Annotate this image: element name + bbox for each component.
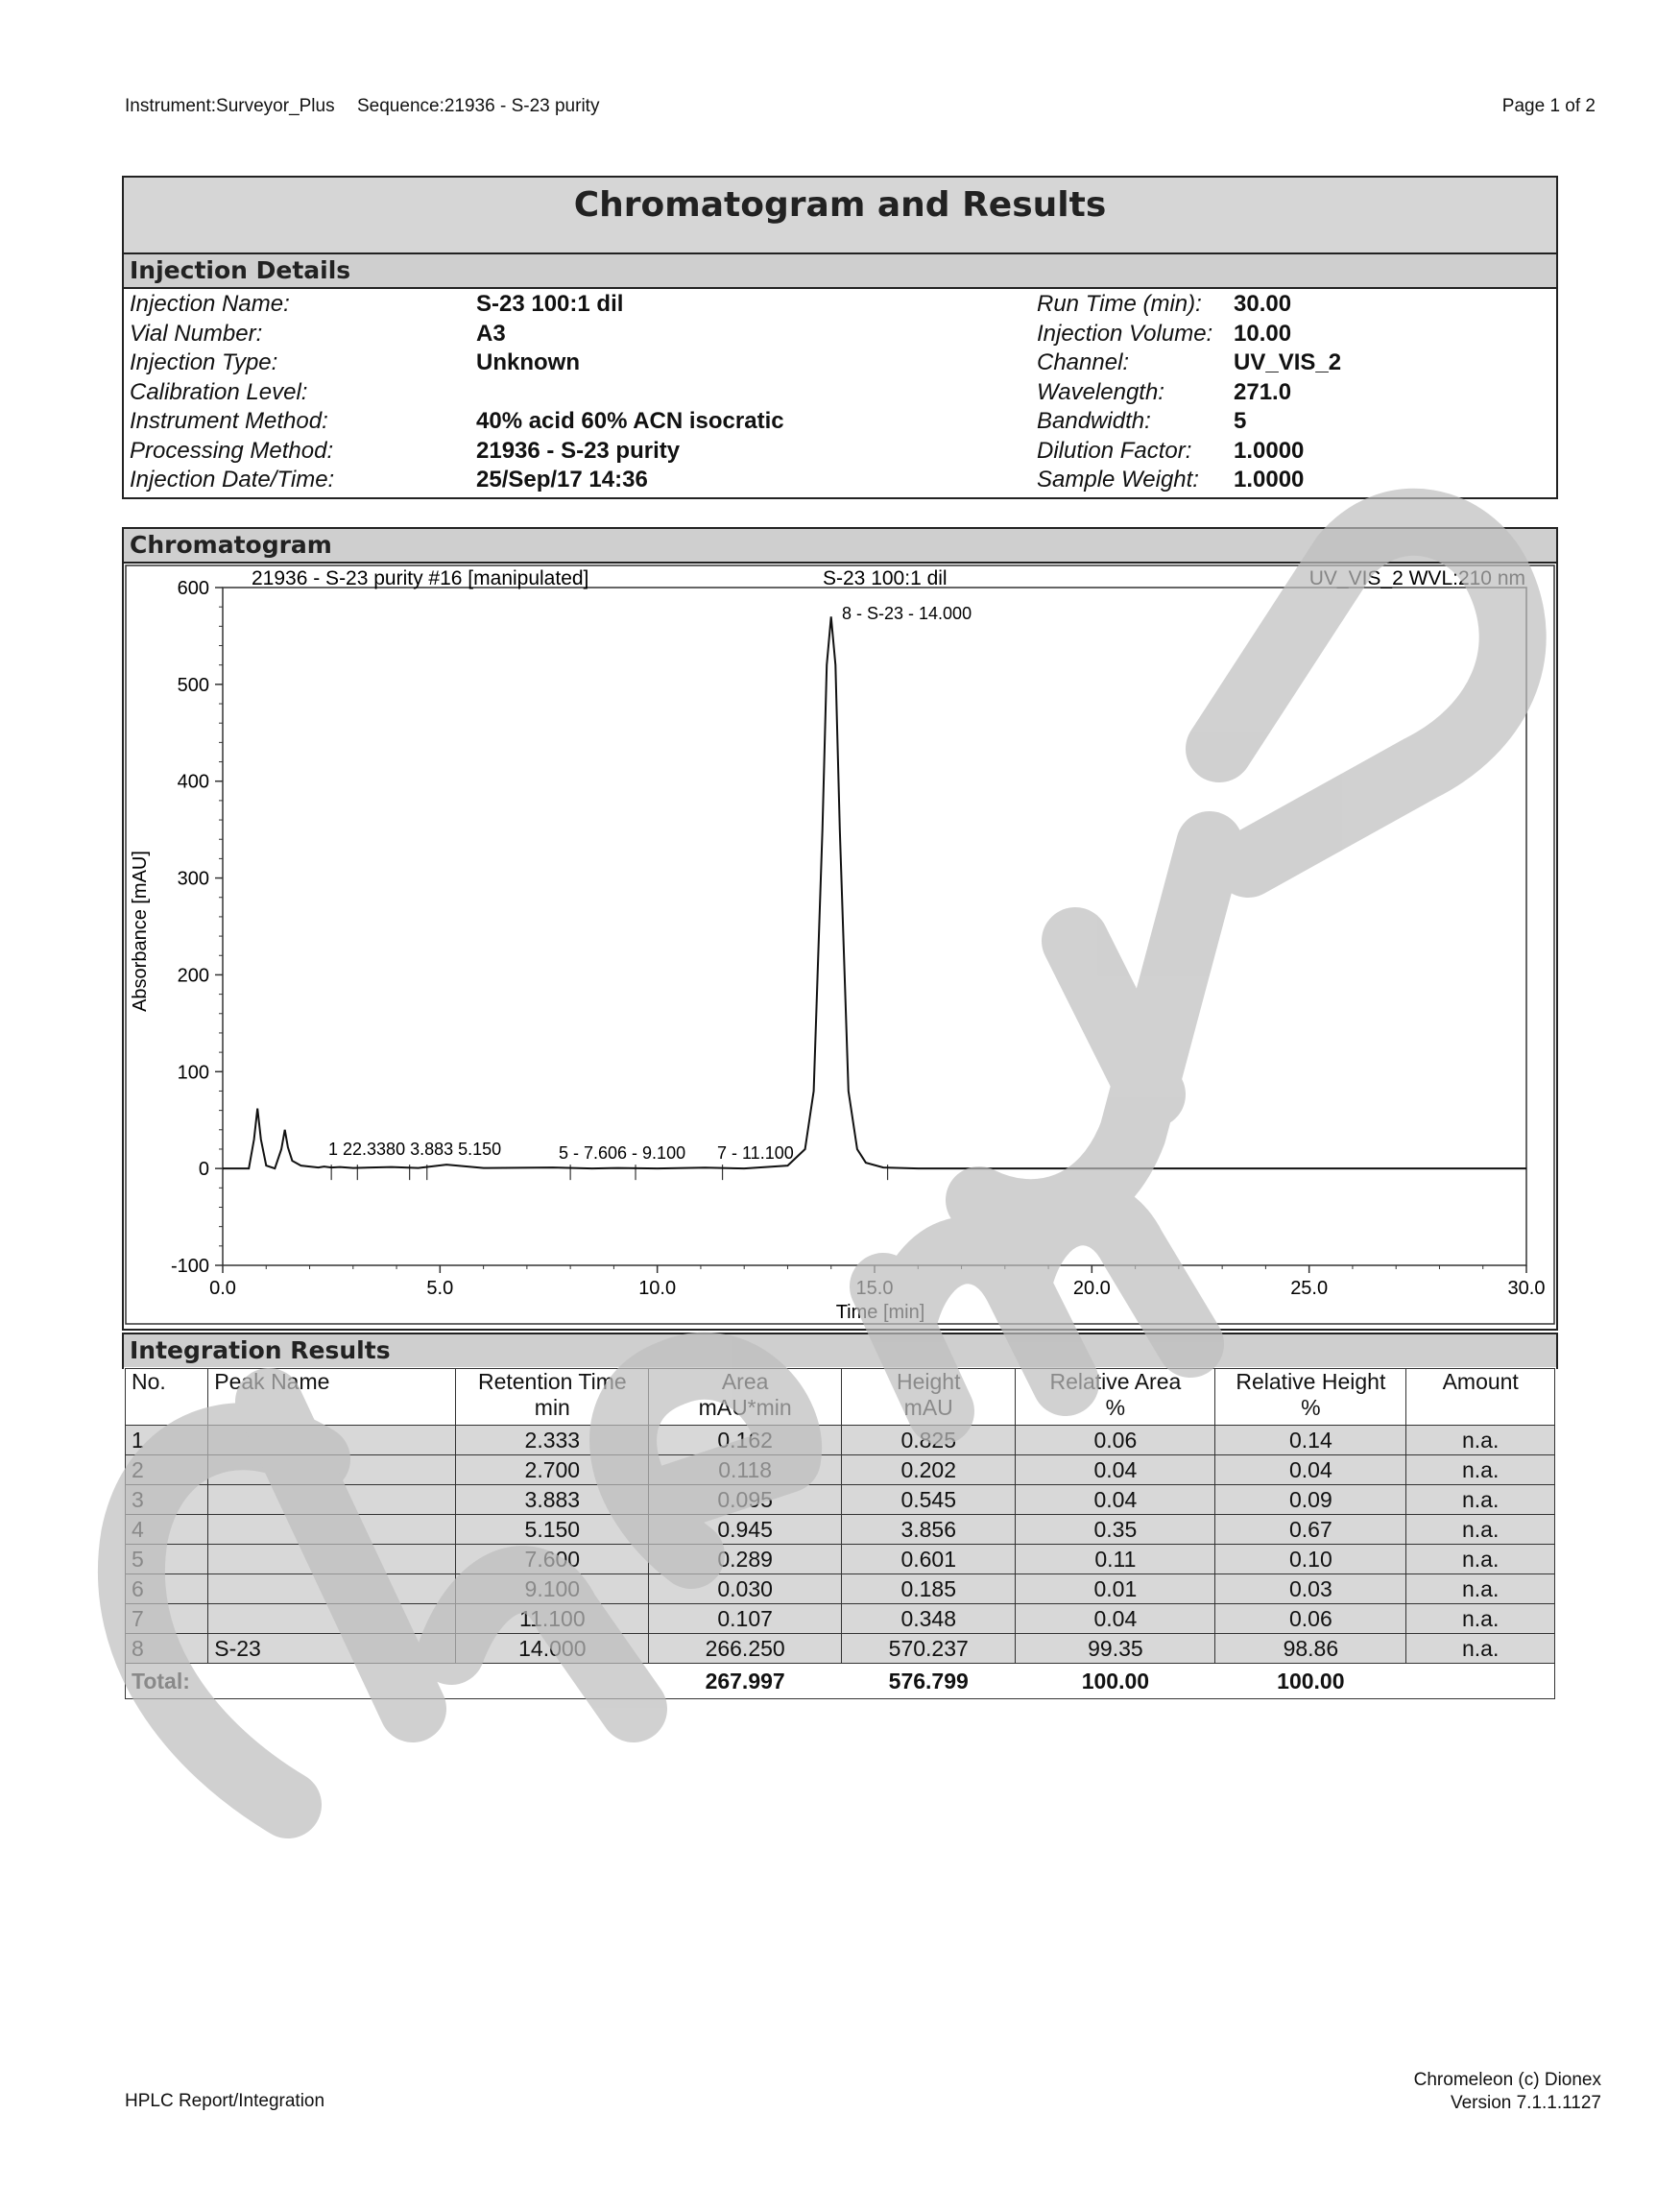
table-cell: 1 <box>126 1426 208 1455</box>
injection-field-label: Injection Name: <box>130 291 290 317</box>
table-cell: 0.10 <box>1215 1545 1406 1574</box>
report-title: Chromatogram and Results <box>573 185 1107 225</box>
table-row <box>126 1574 1555 1604</box>
table-cell: 9.100 <box>456 1574 649 1604</box>
y-tick-label: 200 <box>177 965 209 987</box>
table-cell: n.a. <box>1406 1634 1555 1664</box>
table-cell: 0.04 <box>1016 1485 1215 1515</box>
injection-field-label: Injection Volume: <box>1037 320 1213 347</box>
page-number: Page 1 of 2 <box>1501 96 1596 116</box>
table-cell: 2.333 <box>456 1426 649 1455</box>
injection-field-value: 271.0 <box>1234 378 1292 405</box>
injection-field-value: 5 <box>1234 408 1247 434</box>
injection-field-value: 25/Sep/17 14:36 <box>476 467 648 492</box>
table-cell <box>208 1545 456 1574</box>
chromatogram-trace <box>223 616 1526 1168</box>
table-row <box>126 1515 1555 1545</box>
table-cell: 0.289 <box>649 1545 842 1574</box>
table-cell <box>208 1515 456 1545</box>
column-header-unit: mAU*min <box>698 1395 792 1420</box>
sample-title: S-23 100:1 dil <box>823 567 948 589</box>
table-cell: 0.348 <box>842 1604 1016 1634</box>
injection-field-label: Dilution Factor: <box>1037 437 1192 464</box>
table-cell: 4 <box>126 1515 208 1545</box>
y-tick-label: 100 <box>177 1062 209 1084</box>
table-cell: n.a. <box>1406 1485 1555 1515</box>
injection-field-label: Run Time (min): <box>1037 291 1202 317</box>
column-header <box>208 1369 456 1426</box>
table-cell: n.a. <box>1406 1574 1555 1604</box>
injection-details-title: Injection Details <box>124 254 1556 289</box>
y-tick-label: 300 <box>177 868 209 890</box>
table-cell: 0.095 <box>649 1485 842 1515</box>
table-cell: n.a. <box>1406 1604 1555 1634</box>
table-row <box>126 1634 1555 1664</box>
injection-field-label: Sample Weight: <box>1037 467 1199 492</box>
table-cell <box>208 1604 456 1634</box>
injection-field-label: Wavelength: <box>1037 378 1164 405</box>
column-header-label: Retention Time <box>477 1369 627 1394</box>
total-cell <box>208 1664 456 1699</box>
injection-field-value: S-23 100:1 dil <box>476 291 624 317</box>
injection-field-label: Vial Number: <box>130 320 263 347</box>
small-peak-labels-c: 7 - 11.100 <box>717 1143 794 1163</box>
total-cell <box>1406 1664 1555 1699</box>
table-cell: 3 <box>126 1485 208 1515</box>
column-header-unit: mAU <box>903 1395 953 1420</box>
table-row <box>126 1485 1555 1515</box>
main-peak-label: 8 - S-23 - 14.000 <box>842 604 972 623</box>
table-cell: n.a. <box>1406 1515 1555 1545</box>
injection-field-value: 1.0000 <box>1234 437 1305 464</box>
y-tick-label: 400 <box>177 771 209 793</box>
column-header-unit: min <box>534 1395 570 1420</box>
footer-right-2: Version 7.1.1.1127 <box>1450 2093 1601 2113</box>
table-cell: 8 <box>126 1634 208 1664</box>
table-cell: 0.202 <box>842 1455 1016 1485</box>
injection-field-label: Bandwidth: <box>1037 408 1151 434</box>
total-row <box>126 1664 1555 1699</box>
instrument-label: Instrument:Surveyor_Plus <box>125 96 335 116</box>
injection-field-value: 30.00 <box>1234 291 1292 317</box>
x-tick-label: 5.0 <box>426 1278 454 1299</box>
table-cell: 2 <box>126 1455 208 1485</box>
y-axis-label: Absorbance [mAU] <box>130 851 151 1012</box>
x-tick-label: 30.0 <box>1507 1278 1546 1299</box>
total-cell: 576.799 <box>842 1664 1016 1699</box>
table-cell: 0.04 <box>1215 1455 1406 1485</box>
injection-field-label: Instrument Method: <box>130 408 328 434</box>
y-tick-label: 0 <box>198 1159 209 1181</box>
table-cell: 3.856 <box>842 1515 1016 1545</box>
total-cell: Total: <box>126 1664 208 1699</box>
injection-field-value: 21936 - S-23 purity <box>476 437 681 464</box>
table-cell: S-23 <box>208 1634 456 1664</box>
column-header-label: Peak Name <box>214 1369 330 1394</box>
table-cell: 14.000 <box>456 1634 649 1664</box>
total-cell: 267.997 <box>649 1664 842 1699</box>
injection-field-value: Unknown <box>476 349 580 375</box>
x-axis-label: Time [min] <box>835 1302 925 1323</box>
injection-field-label: Injection Date/Time: <box>130 467 335 492</box>
table-row <box>126 1455 1555 1485</box>
injection-field-value: 40% acid 60% ACN isocratic <box>476 408 784 434</box>
channel-title: UV_VIS_2 WVL:210 nm <box>1308 567 1525 589</box>
column-header-label: Relative Height <box>1236 1369 1386 1394</box>
table-cell: 98.86 <box>1215 1634 1406 1664</box>
total-cell: 100.00 <box>1215 1664 1406 1699</box>
y-tick-label: 600 <box>177 578 209 599</box>
injection-field-label: Calibration Level: <box>130 378 308 405</box>
table-cell: 0.04 <box>1016 1455 1215 1485</box>
x-tick-label: 15.0 <box>855 1278 894 1299</box>
x-tick-label: 20.0 <box>1072 1278 1111 1299</box>
injection-field-value: A3 <box>476 320 506 347</box>
column-header-label: No. <box>132 1369 166 1394</box>
table-cell: n.a. <box>1406 1545 1555 1574</box>
column-header <box>842 1369 1016 1426</box>
table-cell: 0.67 <box>1215 1515 1406 1545</box>
table-row <box>126 1604 1555 1634</box>
table-cell: n.a. <box>1406 1455 1555 1485</box>
column-header <box>456 1369 649 1426</box>
table-cell: 0.09 <box>1215 1485 1406 1515</box>
column-header-label: Amount <box>1442 1369 1519 1394</box>
small-peak-labels-b: 5 - 7.606 - 9.100 <box>559 1143 686 1163</box>
column-header <box>1215 1369 1406 1426</box>
injection-field-label: Injection Type: <box>130 349 278 375</box>
injection-field-value: 10.00 <box>1234 320 1292 347</box>
column-header <box>649 1369 842 1426</box>
small-peak-labels-a: 1 22.3380 3.883 5.150 <box>328 1140 502 1159</box>
column-header <box>1406 1369 1555 1426</box>
table-cell: 0.545 <box>842 1485 1016 1515</box>
table-cell: 0.945 <box>649 1515 842 1545</box>
injection-field-label: Channel: <box>1037 349 1130 375</box>
column-header-unit: % <box>1301 1395 1321 1420</box>
table-cell: 0.06 <box>1215 1604 1406 1634</box>
table-cell: 11.100 <box>456 1604 649 1634</box>
y-tick-label: 500 <box>177 674 209 696</box>
x-tick-label: 10.0 <box>638 1278 677 1299</box>
trace-title: 21936 - S-23 purity #16 [manipulated] <box>252 567 589 589</box>
table-cell: 570.237 <box>842 1634 1016 1664</box>
table-cell: n.a. <box>1406 1426 1555 1455</box>
table-cell: 5 <box>126 1545 208 1574</box>
integration-results-table <box>125 1368 1555 1699</box>
table-cell: 2.700 <box>456 1455 649 1485</box>
injection-details-section <box>122 252 1558 499</box>
sequence-label: Sequence:21936 - S-23 purity <box>357 96 600 116</box>
column-header-label: Relative Area <box>1049 1369 1182 1394</box>
report-banner <box>122 176 1558 254</box>
plot-area <box>223 588 1526 1265</box>
table-cell: 99.35 <box>1016 1634 1215 1664</box>
table-cell <box>208 1455 456 1485</box>
table-cell: 6 <box>126 1574 208 1604</box>
table-cell: 5.150 <box>456 1515 649 1545</box>
table-cell: 0.14 <box>1215 1426 1406 1455</box>
table-cell: 7.600 <box>456 1545 649 1574</box>
integration-title: Integration Results <box>124 1334 1556 1367</box>
table-row <box>126 1426 1555 1455</box>
table-cell: 0.030 <box>649 1574 842 1604</box>
table-cell <box>208 1574 456 1604</box>
column-header-unit: % <box>1105 1395 1126 1420</box>
footer-left: HPLC Report/Integration <box>125 2091 325 2111</box>
table-cell <box>208 1426 456 1455</box>
x-tick-label: 0.0 <box>209 1278 236 1299</box>
table-cell: 0.601 <box>842 1545 1016 1574</box>
y-tick-label: -100 <box>170 1256 209 1277</box>
column-header-label: Height <box>896 1369 961 1394</box>
total-cell <box>456 1664 649 1699</box>
table-cell: 0.01 <box>1016 1574 1215 1604</box>
table-cell: 0.06 <box>1016 1426 1215 1455</box>
table-cell: 3.883 <box>456 1485 649 1515</box>
x-tick-label: 25.0 <box>1290 1278 1329 1299</box>
integration-section <box>122 1333 1558 1369</box>
table-cell: 0.825 <box>842 1426 1016 1455</box>
injection-field-label: Processing Method: <box>130 437 334 464</box>
table-cell: 0.162 <box>649 1426 842 1455</box>
column-header <box>126 1369 208 1426</box>
injection-field-value: 1.0000 <box>1234 467 1305 492</box>
table-cell: 7 <box>126 1604 208 1634</box>
table-cell: 0.185 <box>842 1574 1016 1604</box>
table-cell: 0.11 <box>1016 1545 1215 1574</box>
table-cell: 0.118 <box>649 1455 842 1485</box>
table-cell: 266.250 <box>649 1634 842 1664</box>
table-cell: 0.35 <box>1016 1515 1215 1545</box>
column-header <box>1016 1369 1215 1426</box>
chart-frame <box>126 565 1554 1324</box>
table-cell: 0.03 <box>1215 1574 1406 1604</box>
table-cell: 0.04 <box>1016 1604 1215 1634</box>
total-cell: 100.00 <box>1016 1664 1215 1699</box>
footer-right-1: Chromeleon (c) Dionex <box>1413 2070 1601 2090</box>
chromatogram-chart <box>122 562 1558 1330</box>
column-header-label: Area <box>721 1369 769 1394</box>
injection-field-value: UV_VIS_2 <box>1234 349 1342 375</box>
table-cell: 0.107 <box>649 1604 842 1634</box>
table-row <box>126 1545 1555 1574</box>
chromatogram-title: Chromatogram <box>124 529 1556 564</box>
table-cell <box>208 1485 456 1515</box>
